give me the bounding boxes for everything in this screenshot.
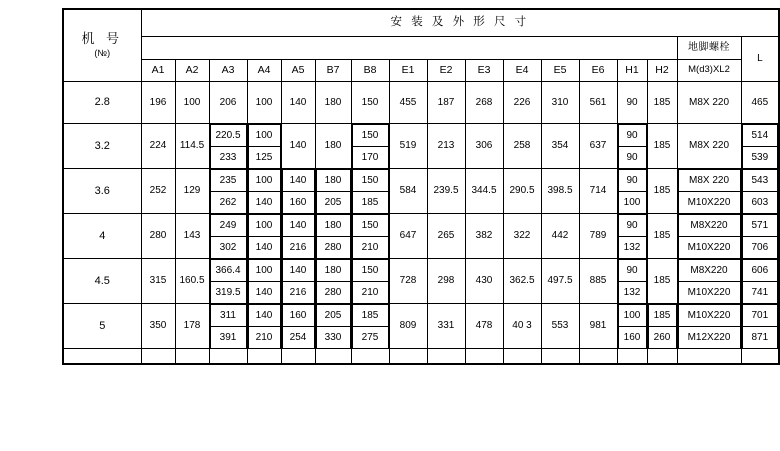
cell-A4: 100 xyxy=(247,82,281,124)
cell-E6: 789 xyxy=(579,214,617,259)
cell-B7 xyxy=(315,259,351,304)
cell-partial-E6 xyxy=(579,349,617,365)
cell-H2: 185 xyxy=(647,214,677,259)
cell-A4 xyxy=(247,214,281,259)
cell-B8-upper: 185 xyxy=(352,305,388,327)
cell-E4: 40 3 xyxy=(503,304,541,349)
cell-A5: 140 xyxy=(281,124,315,169)
cell-L-upper: 543 xyxy=(742,170,778,192)
cell-E5: 497.5 xyxy=(541,259,579,304)
cell-A3: 206 xyxy=(209,82,247,124)
cell-L xyxy=(741,304,779,349)
cell-A2: 143 xyxy=(175,214,209,259)
header-spacer xyxy=(141,37,677,60)
cell-L-upper: 571 xyxy=(742,215,778,237)
row-machine-no: 4.5 xyxy=(63,259,141,304)
header-col-E5: E5 xyxy=(541,60,579,82)
cell-A1: 196 xyxy=(141,82,175,124)
cell-E2: 187 xyxy=(427,82,465,124)
cell-B7: 180 xyxy=(315,124,351,169)
header-col-E4: E4 xyxy=(503,60,541,82)
cell-L-upper: 514 xyxy=(742,125,778,147)
cell-H1 xyxy=(617,304,647,349)
cell-A1: 224 xyxy=(141,124,175,169)
header-col-B8: B8 xyxy=(351,60,389,82)
cell-E4: 362.5 xyxy=(503,259,541,304)
cell-B8-lower: 170 xyxy=(352,147,388,169)
cell-E1: 519 xyxy=(389,124,427,169)
cell-partial-A5 xyxy=(281,349,315,365)
cell-A5-upper: 160 xyxy=(282,305,314,327)
cell-bolt-lower: M10X220 xyxy=(678,192,740,214)
cell-L xyxy=(741,124,779,169)
cell-B8-upper: 150 xyxy=(352,260,388,282)
cell-L xyxy=(741,214,779,259)
cell-E1: 647 xyxy=(389,214,427,259)
cell-bolt-upper: M10X220 xyxy=(678,305,740,327)
cell-partial-H2 xyxy=(647,349,677,365)
cell-B8-lower: 275 xyxy=(352,327,388,349)
cell-E5: 442 xyxy=(541,214,579,259)
header-col-A1: A1 xyxy=(141,60,175,82)
cell-A3-lower: 262 xyxy=(210,192,246,214)
table-row xyxy=(63,304,779,349)
cell-H1-lower: 100 xyxy=(618,192,646,214)
cell-partial-E1 xyxy=(389,349,427,365)
cell-B8 xyxy=(351,214,389,259)
cell-A2: 114.5 xyxy=(175,124,209,169)
cell-L-upper: 701 xyxy=(742,305,778,327)
cell-bolt-lower: M10X220 xyxy=(678,237,740,259)
row-machine-no: 3.2 xyxy=(63,124,141,169)
dimensions-table xyxy=(62,8,780,365)
cell-A5 xyxy=(281,259,315,304)
cell-E5: 310 xyxy=(541,82,579,124)
cell-B7 xyxy=(315,169,351,214)
cell-H1-upper: 90 xyxy=(618,170,646,192)
cell-partial-A1 xyxy=(141,349,175,365)
cell-partial-E4 xyxy=(503,349,541,365)
cell-E6: 885 xyxy=(579,259,617,304)
row-machine-no: 4 xyxy=(63,214,141,259)
cell-bolt: M8X 220 xyxy=(677,82,741,124)
cell-B7-upper: 205 xyxy=(316,305,350,327)
cell-H1 xyxy=(617,124,647,169)
cell-A4 xyxy=(247,304,281,349)
cell-E1: 809 xyxy=(389,304,427,349)
cell-L-upper: 606 xyxy=(742,260,778,282)
cell-L-lower: 603 xyxy=(742,192,778,214)
machine-no-sub: (№) xyxy=(94,48,111,59)
cell-A5: 140 xyxy=(281,82,315,124)
header-col-A5: A5 xyxy=(281,60,315,82)
cell-E1: 728 xyxy=(389,259,427,304)
cell-A4-lower: 140 xyxy=(248,282,280,304)
cell-E4: 290.5 xyxy=(503,169,541,214)
cell-bolt xyxy=(677,169,741,214)
cell-B8 xyxy=(351,259,389,304)
cell-bolt xyxy=(677,304,741,349)
cell-H2: 185 xyxy=(647,124,677,169)
cell-H2 xyxy=(647,304,677,349)
cell-E6: 637 xyxy=(579,124,617,169)
cell-A5-lower: 216 xyxy=(282,282,314,304)
cell-partial-H1 xyxy=(617,349,647,365)
cell-E2: 239.5 xyxy=(427,169,465,214)
cell-A5-lower: 254 xyxy=(282,327,314,349)
cell-L-lower: 741 xyxy=(742,282,778,304)
cell-A3 xyxy=(209,304,247,349)
cell-L-lower: 539 xyxy=(742,147,778,169)
header-col-E2: E2 xyxy=(427,60,465,82)
machine-no-label: 机 号 xyxy=(81,31,124,47)
cell-L: 465 xyxy=(741,82,779,124)
cell-partial-A4 xyxy=(247,349,281,365)
cell-E3: 268 xyxy=(465,82,503,124)
cell-E2: 213 xyxy=(427,124,465,169)
header-col-E6: E6 xyxy=(579,60,617,82)
cell-A3 xyxy=(209,124,247,169)
cell-H1 xyxy=(617,169,647,214)
cell-H1-lower: 132 xyxy=(618,237,646,259)
cell-A4-upper: 100 xyxy=(248,260,280,282)
header-col-B7: B7 xyxy=(315,60,351,82)
cell-E2: 298 xyxy=(427,259,465,304)
cell-B7 xyxy=(315,304,351,349)
table-header-row-3 xyxy=(63,60,779,82)
cell-L xyxy=(741,169,779,214)
row-machine-no: 2.8 xyxy=(63,82,141,124)
cell-partial-A2 xyxy=(175,349,209,365)
table-header-row-2 xyxy=(63,37,779,60)
table-row-partial xyxy=(63,349,779,365)
cell-B8-upper: 150 xyxy=(352,170,388,192)
cell-B7-upper: 180 xyxy=(316,215,350,237)
header-machine-no xyxy=(63,9,141,82)
cell-H1-upper: 90 xyxy=(618,260,646,282)
cell-A5 xyxy=(281,169,315,214)
cell-A3-lower: 319.5 xyxy=(210,282,246,304)
cell-B8-lower: 210 xyxy=(352,282,388,304)
cell-H1-upper: 90 xyxy=(618,125,646,147)
cell-H2: 185 xyxy=(647,169,677,214)
header-col-A4: A4 xyxy=(247,60,281,82)
cell-B8 xyxy=(351,124,389,169)
header-col-L: L xyxy=(741,37,779,82)
cell-partial-L xyxy=(741,349,779,365)
header-col-A2: A2 xyxy=(175,60,209,82)
cell-A3-lower: 302 xyxy=(210,237,246,259)
cell-E3: 306 xyxy=(465,124,503,169)
cell-A3-upper: 235 xyxy=(210,170,246,192)
cell-B7-lower: 280 xyxy=(316,282,350,304)
cell-partial-no xyxy=(63,349,141,365)
cell-bolt xyxy=(677,259,741,304)
cell-E6: 561 xyxy=(579,82,617,124)
cell-E5: 354 xyxy=(541,124,579,169)
cell-B8-lower: 185 xyxy=(352,192,388,214)
cell-B8: 150 xyxy=(351,82,389,124)
cell-B8-upper: 150 xyxy=(352,215,388,237)
cell-E2: 265 xyxy=(427,214,465,259)
cell-H2-upper: 185 xyxy=(648,305,676,327)
cell-H1 xyxy=(617,214,647,259)
cell-B8-lower: 210 xyxy=(352,237,388,259)
cell-H2-lower: 260 xyxy=(648,327,676,349)
cell-A5-lower: 160 xyxy=(282,192,314,214)
cell-E2: 331 xyxy=(427,304,465,349)
cell-B7 xyxy=(315,214,351,259)
cell-A4-upper: 100 xyxy=(248,170,280,192)
cell-A1: 252 xyxy=(141,169,175,214)
table-row xyxy=(63,214,779,259)
cell-H1-lower: 132 xyxy=(618,282,646,304)
table-row xyxy=(63,124,779,169)
cell-partial-E3 xyxy=(465,349,503,365)
cell-partial-E5 xyxy=(541,349,579,365)
cell-H1 xyxy=(617,259,647,304)
cell-E1: 455 xyxy=(389,82,427,124)
cell-L-lower: 706 xyxy=(742,237,778,259)
cell-A2: 129 xyxy=(175,169,209,214)
cell-B7-upper: 180 xyxy=(316,260,350,282)
cell-A1: 280 xyxy=(141,214,175,259)
cell-A4 xyxy=(247,169,281,214)
cell-A5-lower: 216 xyxy=(282,237,314,259)
header-bolt-sub: M(d3)XL2 xyxy=(677,60,741,82)
cell-B7: 180 xyxy=(315,82,351,124)
table-row xyxy=(63,169,779,214)
cell-A5-upper: 140 xyxy=(282,260,314,282)
cell-A4-lower: 210 xyxy=(248,327,280,349)
cell-A3-lower: 233 xyxy=(210,147,246,169)
cell-L-lower: 871 xyxy=(742,327,778,349)
row-machine-no: 3.6 xyxy=(63,169,141,214)
cell-A3-upper: 249 xyxy=(210,215,246,237)
cell-A3 xyxy=(209,169,247,214)
cell-A3-lower: 391 xyxy=(210,327,246,349)
cell-B7-lower: 280 xyxy=(316,237,350,259)
table-row xyxy=(63,82,779,124)
cell-A3 xyxy=(209,214,247,259)
cell-A4-upper: 100 xyxy=(248,215,280,237)
cell-partial-A3 xyxy=(209,349,247,365)
cell-A1: 315 xyxy=(141,259,175,304)
cell-bolt-upper: M8X 220 xyxy=(678,170,740,192)
cell-E3: 382 xyxy=(465,214,503,259)
cell-bolt: M8X 220 xyxy=(677,124,741,169)
header-col-E1: E1 xyxy=(389,60,427,82)
cell-A4 xyxy=(247,259,281,304)
cell-E3: 478 xyxy=(465,304,503,349)
cell-H1-lower: 90 xyxy=(618,147,646,169)
cell-A2: 178 xyxy=(175,304,209,349)
cell-A4-lower: 140 xyxy=(248,192,280,214)
header-dimensions-title: 安 装 及 外 形 尺 寸 xyxy=(141,9,779,37)
header-col-H1: H1 xyxy=(617,60,647,82)
cell-A4-lower: 140 xyxy=(248,237,280,259)
cell-B7-upper: 180 xyxy=(316,170,350,192)
cell-A3-upper: 220.5 xyxy=(210,125,246,147)
cell-L xyxy=(741,259,779,304)
header-col-H2: H2 xyxy=(647,60,677,82)
header-col-A3: A3 xyxy=(209,60,247,82)
cell-A4-lower: 125 xyxy=(248,147,280,169)
cell-H1-lower: 160 xyxy=(618,327,646,349)
cell-A3-upper: 366.4 xyxy=(210,260,246,282)
cell-E4: 258 xyxy=(503,124,541,169)
cell-E6: 714 xyxy=(579,169,617,214)
cell-partial-bolt xyxy=(677,349,741,365)
cell-bolt-upper: M8X220 xyxy=(678,260,740,282)
cell-H1-upper: 100 xyxy=(618,305,646,327)
spec-sheet xyxy=(0,8,769,451)
cell-A5 xyxy=(281,214,315,259)
cell-E5: 553 xyxy=(541,304,579,349)
cell-E1: 584 xyxy=(389,169,427,214)
cell-E6: 981 xyxy=(579,304,617,349)
cell-bolt xyxy=(677,214,741,259)
cell-partial-B8 xyxy=(351,349,389,365)
cell-E5: 398.5 xyxy=(541,169,579,214)
cell-E4: 226 xyxy=(503,82,541,124)
cell-A3 xyxy=(209,259,247,304)
cell-partial-B7 xyxy=(315,349,351,365)
cell-B8 xyxy=(351,304,389,349)
cell-A4-upper: 100 xyxy=(248,125,280,147)
cell-A5-upper: 140 xyxy=(282,170,314,192)
cell-A2: 100 xyxy=(175,82,209,124)
cell-A2: 160.5 xyxy=(175,259,209,304)
header-col-E3: E3 xyxy=(465,60,503,82)
cell-E3: 344.5 xyxy=(465,169,503,214)
cell-E3: 430 xyxy=(465,259,503,304)
cell-A1: 350 xyxy=(141,304,175,349)
cell-B7-lower: 330 xyxy=(316,327,350,349)
row-machine-no: 5 xyxy=(63,304,141,349)
cell-H2: 185 xyxy=(647,259,677,304)
cell-A5-upper: 140 xyxy=(282,215,314,237)
cell-H1: 90 xyxy=(617,82,647,124)
cell-B8-upper: 150 xyxy=(352,125,388,147)
cell-B7-lower: 205 xyxy=(316,192,350,214)
cell-A4-upper: 140 xyxy=(248,305,280,327)
table-row xyxy=(63,259,779,304)
cell-partial-E2 xyxy=(427,349,465,365)
cell-bolt-upper: M8X220 xyxy=(678,215,740,237)
cell-bolt-lower: M12X220 xyxy=(678,327,740,349)
cell-A4 xyxy=(247,124,281,169)
table-header-row-1 xyxy=(63,9,779,37)
cell-E4: 322 xyxy=(503,214,541,259)
cell-A5 xyxy=(281,304,315,349)
cell-H1-upper: 90 xyxy=(618,215,646,237)
header-bolt-label: 地脚螺栓 xyxy=(677,37,741,60)
cell-B8 xyxy=(351,169,389,214)
cell-bolt-lower: M10X220 xyxy=(678,282,740,304)
cell-A3-upper: 311 xyxy=(210,305,246,327)
cell-H2: 185 xyxy=(647,82,677,124)
